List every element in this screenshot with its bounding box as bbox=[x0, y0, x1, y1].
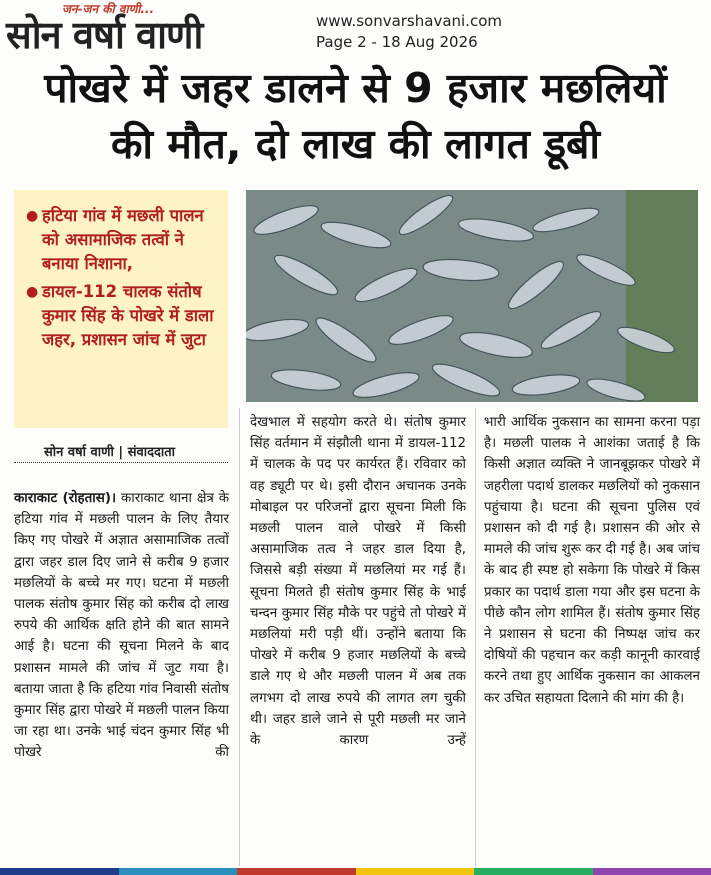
headline-line-1: पोखरे में जहर डालने से 9 हजार मछलियों bbox=[44, 64, 667, 112]
site-url[interactable]: www.sonvarshavani.com bbox=[316, 12, 502, 30]
highlight-text: डायल-112 चालक संतोष कुमार सिंह के पोखरे में डाला जहर, प्रशासन जांच में जुटा bbox=[42, 282, 214, 349]
headline bbox=[0, 60, 711, 172]
article-column-1 bbox=[14, 488, 229, 764]
logo-tagline: जन-जन की वाणी... bbox=[62, 2, 155, 16]
bottom-color-strip bbox=[0, 868, 711, 875]
fish-illustration bbox=[246, 190, 698, 402]
article-text: काराकाट थाना क्षेत्र के हटिया गांव में मछली पालन के लिए तैयार किए गए पोखरे में अज्ञात असामाजिक तत्वों द्वारा जहर डाल दिए जाने से करीब 9 हजार मछलियों के बच्चे मर गए। घटना में मछली पालक संतोष कुमार सिंह को करीब दो लाख रुपये की आर्थिक क्षति होने की बात सामने आई है। घटना की सूचना मिलने के बाद प्रशासन मामले की जांच में जुट गया है। बताया जाता है कि हटिया गांव निवासी संतोष कुमार सिंह द्वारा पोखरे में मछली पालन किया जा रहा था। उनके भाई चंदन कुमार सिंह भी पोखरे की bbox=[14, 491, 230, 761]
article-text: देखभाल में सहयोग करते थे। संतोष कुमार सिंह वर्तमान में संझौली थाना में डायल-112 में चालक के पद पर कार्यरत हैं। रविवार को वह ड्यूटी पर थे। इसी दौरान अचानक उनके मोबाइल पर परिजनों द्वारा सूचना मिली कि मछली पालन वाले पोखरे में किसी असामाजिक तत्व ने जहर डाल दिया है, जिससे बड़ी संख्या में मछलियां मर गई हैं। सूचना मिलते ही संतोष कुमार सिंह के भाई चन्दन कुमार सिंह मौके पर पहुंचे तो पोखरे में मछलियां मरी पड़ी थीं। उन्होंने बताया कि पोखरे में करीब 9 हजार मछलियों के बच्चे डाले गए थे और मछली पालन में अब तक लगभग दो लाख रुपये की लागत लग चुकी थी। जहर डाले जाने से पूरी मछली मर जाने के कारण उन्हें bbox=[250, 415, 466, 749]
highlight-text: हटिया गांव में मछली पालन को असामाजिक तत्वों ने बनाया निशाना, bbox=[42, 206, 204, 273]
highlight-item bbox=[26, 204, 220, 276]
byline: सोन वर्षा वाणी | संवाददाता bbox=[44, 445, 176, 460]
column-divider bbox=[475, 408, 476, 866]
dead-fish-photo bbox=[246, 190, 698, 402]
bullet-icon: ● bbox=[26, 208, 39, 224]
article-text: भारी आर्थिक नुकसान का सामना करना पड़ा है। मछली पालक ने आशंका जताई है कि किसी अज्ञात व्यक्ति ने जानबूझकर पोखरे में जहरीला पदार्थ डालकर मछलियों को नुकसान पहुंचाया है। घटना की सूचना पुलिस एवं प्रशासन को दी गई है। प्रशासन की ओर से मामले की जांच शुरू कर दी गई है। अब जांच के बाद ही स्पष्ट हो सकेगा कि पोखरे में किस प्रकार का पदार्थ डाला गया और इस घटना के पीछे कौन लोग शामिल हैं। संतोष कुमार सिंह ने प्रशासन से घटना की निष्पक्ष जांच कर दोषियों की पहचान कर कड़ी कानूनी कारवाई करने तथा हुए आर्थिक नुकसान का आकलन कर उचित सहायता दिलाने की मांग की है। bbox=[484, 415, 700, 706]
article-column-2 bbox=[250, 412, 466, 751]
page-info: Page 2 - 18 Aug 2026 bbox=[316, 33, 478, 51]
highlight-item bbox=[26, 280, 220, 352]
article-column-3 bbox=[484, 412, 700, 709]
dateline: काराकाट (रोहतास)। bbox=[14, 491, 117, 506]
logo-title: सोन वर्षा वाणी bbox=[6, 13, 203, 57]
byline-divider bbox=[14, 462, 228, 463]
column-divider bbox=[239, 408, 240, 866]
bullet-icon: ● bbox=[26, 284, 39, 300]
highlight-box bbox=[14, 190, 228, 428]
headline-line-2: की मौत, दो लाख की लागत डूबी bbox=[110, 120, 601, 168]
masthead bbox=[0, 0, 711, 56]
